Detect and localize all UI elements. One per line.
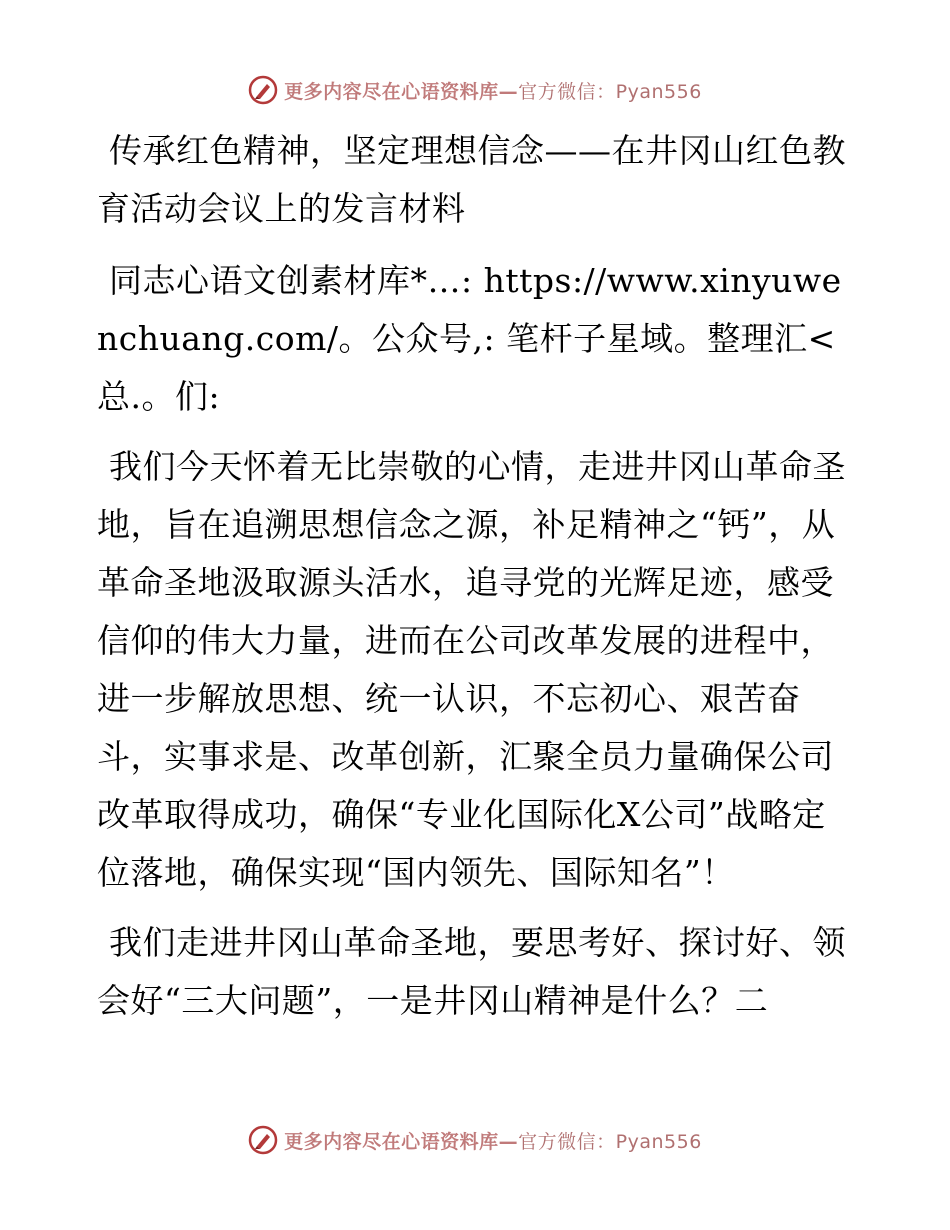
- banner-text-main: 更多内容尽在心语资料库—: [284, 1130, 519, 1153]
- banner-text-tail: 官方微信：Pyan556: [518, 1130, 702, 1153]
- footer-banner: [0, 1120, 950, 1160]
- document-body: [97, 122, 857, 1042]
- document-title: 传承红色精神，坚定理想信念——在井冈山红色教育活动会议上的发言材料: [97, 131, 846, 228]
- body-paragraph-2: 我们走进井冈山革命圣地，要思考好、探讨好、领会好“三大问题”，一是井冈山精神是什么？二: [97, 923, 846, 1020]
- pen-seal-icon: [248, 75, 278, 105]
- banner-text: [284, 1127, 702, 1154]
- banner-text-tail: 官方微信：Pyan556: [518, 80, 702, 103]
- banner-text-main: 更多内容尽在心语资料库—: [284, 80, 519, 103]
- banner-text: [284, 77, 702, 104]
- header-banner: [0, 70, 950, 110]
- pen-seal-icon: [248, 1125, 278, 1155]
- body-paragraph-1: 我们今天怀着无比崇敬的心情，走进井冈山革命圣地，旨在追溯思想信念之源，补足精神之“钙”，从革命圣地汲取源头活水，追寻党的光辉足迹，感受信仰的伟大力量，进而在公司改革发展的进程中，进一步解放思想、统一认识，不忘初心、艰苦奋斗，实事求是、改革创新，汇聚全员力量确保公司改革取得成功，确保“专业化国际化X公司”战略定位落地，确保实现“国内领先、国际知名”！: [97, 447, 846, 892]
- intro-paragraph: 同志心语文创素材库*…: https://www.xinyuwenchuang.com/。公众号,: 笔杆子星域。整理汇<总.。们:: [97, 261, 842, 416]
